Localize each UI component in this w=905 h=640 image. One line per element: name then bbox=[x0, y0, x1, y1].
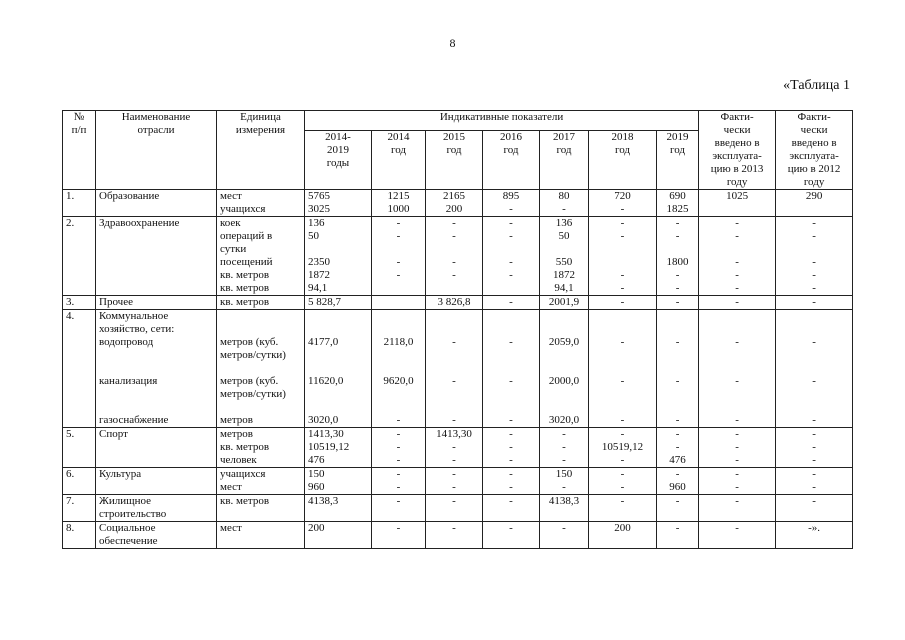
table-row bbox=[63, 310, 853, 428]
row-value: 136 50 2350 1872 94,1 bbox=[305, 217, 372, 296]
row-unit: метров кв. метров человек bbox=[217, 428, 305, 468]
row-number: 8. bbox=[63, 522, 96, 549]
header-year: 2018 год bbox=[589, 131, 657, 190]
row-value: 2001,9 bbox=[540, 296, 589, 310]
row-value: - bbox=[699, 495, 776, 522]
row-value: - - - bbox=[426, 310, 483, 428]
row-value: 690 1825 bbox=[657, 190, 699, 217]
row-value: - bbox=[699, 296, 776, 310]
row-unit: метров (куб. метров/сутки) метров (куб. метров/сутки) метров bbox=[217, 310, 305, 428]
row-value: 150 - bbox=[540, 468, 589, 495]
row-value: - bbox=[372, 495, 426, 522]
row-value: 290 bbox=[776, 190, 853, 217]
row-value: 2165 200 bbox=[426, 190, 483, 217]
row-name: Здравоохранение bbox=[96, 217, 217, 296]
row-name: Спорт bbox=[96, 428, 217, 468]
row-value: - 10519,12 - bbox=[589, 428, 657, 468]
row-value: - bbox=[483, 296, 540, 310]
row-value: 3 826,8 bbox=[426, 296, 483, 310]
row-value: - - - bbox=[776, 310, 853, 428]
row-value: - - bbox=[426, 468, 483, 495]
row-number: 4. bbox=[63, 310, 96, 428]
row-value: - bbox=[657, 522, 699, 549]
row-value: - bbox=[426, 522, 483, 549]
table-row bbox=[63, 217, 853, 296]
indicators-table bbox=[62, 110, 853, 549]
row-number: 2. bbox=[63, 217, 96, 296]
row-value: - bbox=[540, 522, 589, 549]
row-value: - bbox=[699, 522, 776, 549]
row-value: 5765 3025 bbox=[305, 190, 372, 217]
row-value: 2059,0 2000,0 3020,0 bbox=[540, 310, 589, 428]
row-value: 1025 bbox=[699, 190, 776, 217]
row-value: - bbox=[657, 296, 699, 310]
table-row bbox=[63, 190, 853, 217]
row-unit: мест bbox=[217, 522, 305, 549]
row-number: 5. bbox=[63, 428, 96, 468]
row-value: - - bbox=[776, 468, 853, 495]
row-value: - bbox=[483, 495, 540, 522]
row-number: 6. bbox=[63, 468, 96, 495]
page-number: 8 bbox=[449, 36, 456, 50]
table-row bbox=[63, 495, 853, 522]
row-value: - bbox=[426, 495, 483, 522]
header-row-1 bbox=[63, 111, 853, 131]
row-value: 720 - bbox=[589, 190, 657, 217]
row-value: 1215 1000 bbox=[372, 190, 426, 217]
row-value: 4138,3 bbox=[305, 495, 372, 522]
row-value: - - - bbox=[540, 428, 589, 468]
row-value: - - 476 bbox=[657, 428, 699, 468]
row-value: 1413,30 10519,12 476 bbox=[305, 428, 372, 468]
table-row bbox=[63, 522, 853, 549]
row-name: Жилищное строительство bbox=[96, 495, 217, 522]
row-name: Коммунальное хозяйство, сети: водопровод канализация газоснабжение bbox=[96, 310, 217, 428]
row-value: 80 - bbox=[540, 190, 589, 217]
table-body bbox=[63, 190, 853, 549]
row-value: - - - bbox=[483, 310, 540, 428]
row-value: 1413,30 - - bbox=[426, 428, 483, 468]
row-number: 1. bbox=[63, 190, 96, 217]
row-value: 150 960 bbox=[305, 468, 372, 495]
row-number: 3. bbox=[63, 296, 96, 310]
row-unit: мест учащихся bbox=[217, 190, 305, 217]
row-value: 2118,0 9620,0 - bbox=[372, 310, 426, 428]
row-value: - - - bbox=[699, 310, 776, 428]
row-value: 200 bbox=[589, 522, 657, 549]
row-unit: кв. метров bbox=[217, 495, 305, 522]
row-name: Социальное обеспечение bbox=[96, 522, 217, 549]
row-value: - - - bbox=[372, 428, 426, 468]
row-value: - - - bbox=[483, 428, 540, 468]
row-name: Культура bbox=[96, 468, 217, 495]
row-value: 4138,3 bbox=[540, 495, 589, 522]
row-value: - bbox=[657, 495, 699, 522]
table-row bbox=[63, 468, 853, 495]
row-value: - bbox=[372, 522, 426, 549]
header-unit: Единица измерения bbox=[217, 111, 305, 190]
row-value: - bbox=[589, 495, 657, 522]
table-row bbox=[63, 428, 853, 468]
row-value: - - 1800 - - bbox=[657, 217, 699, 296]
table-row bbox=[63, 296, 853, 310]
row-value: - 960 bbox=[657, 468, 699, 495]
row-value: - - - - bbox=[589, 217, 657, 296]
row-value: - - - bbox=[589, 310, 657, 428]
row-value: 5 828,7 bbox=[305, 296, 372, 310]
row-value: - - - bbox=[699, 428, 776, 468]
row-value: - - - - bbox=[483, 217, 540, 296]
row-value: -». bbox=[776, 522, 853, 549]
row-name: Прочее bbox=[96, 296, 217, 310]
row-value: 895 - bbox=[483, 190, 540, 217]
row-unit: коек операций в сутки посещений кв. метров кв. метров bbox=[217, 217, 305, 296]
row-value: 4177,0 11620,0 3020,0 bbox=[305, 310, 372, 428]
row-value bbox=[372, 296, 426, 310]
row-value: - - - bbox=[657, 310, 699, 428]
row-value: - - - bbox=[776, 428, 853, 468]
row-number: 7. bbox=[63, 495, 96, 522]
row-unit: учащихся мест bbox=[217, 468, 305, 495]
header-year: 2015 год bbox=[426, 131, 483, 190]
row-value: - - bbox=[483, 468, 540, 495]
row-value: - - - - bbox=[426, 217, 483, 296]
row-value: 136 50 550 1872 94,1 bbox=[540, 217, 589, 296]
row-value: - - bbox=[589, 468, 657, 495]
row-value: - bbox=[589, 296, 657, 310]
row-name: Образование bbox=[96, 190, 217, 217]
header-year: 2017 год bbox=[540, 131, 589, 190]
header-year: 2014 год bbox=[372, 131, 426, 190]
header-name: Наименование отрасли bbox=[96, 111, 217, 190]
row-value: - - - - bbox=[372, 217, 426, 296]
row-value: - - - - - bbox=[776, 217, 853, 296]
header-num: № п/п bbox=[63, 111, 96, 190]
header-fact-2012: Факти- чески введено в эксплуата- цию в 2012 году bbox=[776, 111, 853, 190]
row-value: - - bbox=[699, 468, 776, 495]
header-year: 2014- 2019 годы bbox=[305, 131, 372, 190]
row-value: 200 bbox=[305, 522, 372, 549]
header-indicators: Индикативные показатели bbox=[305, 111, 699, 131]
header-fact-2013: Факти- чески введено в эксплуата- цию в 2013 году bbox=[699, 111, 776, 190]
row-value: - bbox=[776, 296, 853, 310]
header-year: 2016 год bbox=[483, 131, 540, 190]
row-value: - bbox=[776, 495, 853, 522]
row-value: - - bbox=[372, 468, 426, 495]
row-value: - bbox=[483, 522, 540, 549]
header-year: 2019 год bbox=[657, 131, 699, 190]
row-unit: кв. метров bbox=[217, 296, 305, 310]
table-caption: «Таблица 1 bbox=[783, 78, 850, 93]
row-value: - - - - - bbox=[699, 217, 776, 296]
